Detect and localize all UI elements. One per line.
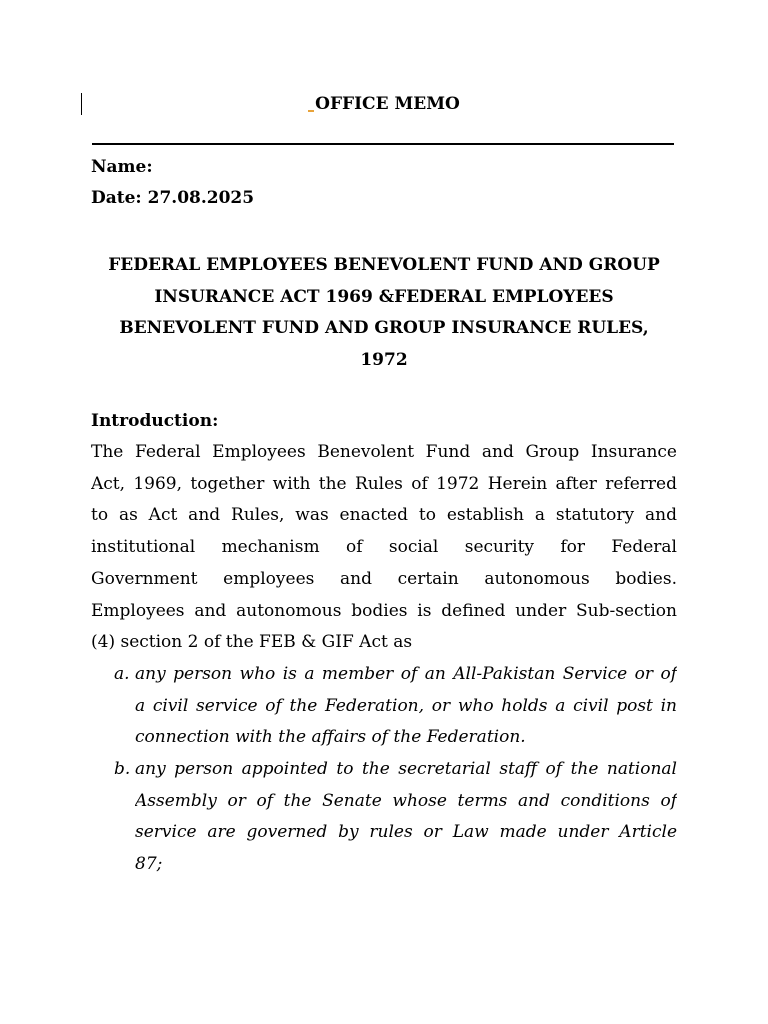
heading-line: FEDERAL EMPLOYEES BENEVOLENT FUND AND GROUP [108,255,660,275]
document-heading [95,250,673,377]
paragraph-line: to as Act and Rules, was enacted to establish a statutory and [91,505,677,526]
paragraph-line: (4) section 2 of the FEB & GIF Act as [91,632,413,653]
list-item-line: 87; [135,854,163,875]
paragraph-line: The Federal Employees Benevolent Fund and Group Insurance [91,442,677,462]
intro-heading: Introduction: [91,411,219,431]
tracked-change-mark [308,110,314,112]
memo-title [0,93,768,115]
list-item [114,754,677,881]
name-label: Name: [91,157,153,177]
list-marker: a. [114,664,130,684]
paragraph-line: Act, 1969, together with the Rules of 1972 Herein after referred [91,473,677,494]
list-item-line: Assembly or of the Senate whose terms and conditions of [135,790,677,811]
paragraph-line: Government employees and certain autonomous bodies. [91,568,677,589]
memo-title-text: OFFICE MEMO [315,94,460,114]
heading-line: INSURANCE ACT 1969 &FEDERAL EMPLOYEES [154,286,614,307]
list-item-line: any person who is a member of an All-Pakistan Service or of [135,664,677,684]
list-marker: b. [114,759,131,779]
list-item [114,659,677,754]
heading-line: 1972 [360,350,408,371]
list-item-line: any person appointed to the secretarial staff of the national [135,759,677,779]
paragraph-line: Employees and autonomous bodies is defined under Sub-section [91,600,677,621]
paragraph-line: institutional mechanism of social security for Federal [91,537,677,558]
date-line: Date: 27.08.2025 [91,188,255,208]
intro-paragraph [91,437,677,659]
list-item-line: service are governed by rules or Law made under Article [135,822,677,843]
heading-line: BENEVOLENT FUND AND GROUP INSURANCE RULES, [119,318,649,339]
list-item-line: connection with the affairs of the Federation. [135,727,526,748]
title-underline-rule [92,143,674,145]
list-item-line: a civil service of the Federation, or who holds a civil post in [135,695,677,716]
